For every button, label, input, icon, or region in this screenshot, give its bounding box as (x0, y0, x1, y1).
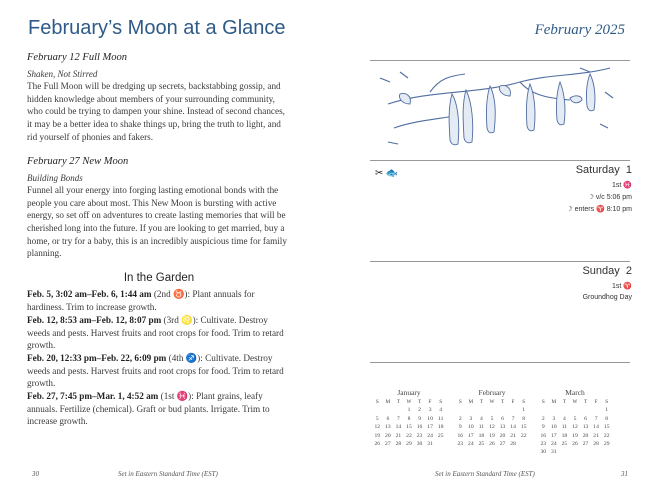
calendar-weekday: F (428, 399, 432, 405)
calendar-weekday: T (417, 399, 422, 405)
calendar-day: 27 (385, 441, 391, 448)
calendar-day: 16 (540, 432, 547, 439)
garden-entry-quarter: (1st ♓): (160, 391, 194, 401)
calendar-day: 30 (416, 441, 423, 448)
full-moon-subtitle: Shaken, Not Stirred (27, 68, 98, 79)
calendar-day: 6 (584, 415, 587, 422)
calendar-weekday: S (458, 399, 462, 405)
garden-entry-date: Feb. 27, 7:45 pm–Mar. 1, 4:52 am (27, 391, 159, 401)
calendar-day: 7 (397, 415, 400, 422)
garden-entry-date: Feb. 5, 3:02 am–Feb. 6, 1:44 am (27, 289, 152, 299)
calendar-day: 16 (457, 432, 464, 439)
calendar-weekday: M (468, 399, 474, 405)
calendar-day: 9 (458, 424, 462, 431)
calendar-day: 19 (572, 432, 578, 439)
calendar-day: 9 (541, 424, 545, 431)
calendar-day: 2 (541, 415, 545, 422)
activity-icons (375, 168, 398, 179)
calendar-day (393, 406, 404, 414)
calendar-day: 28 (510, 441, 516, 448)
calendar-day: 3 (428, 407, 432, 414)
calendar-day: 26 (572, 441, 578, 448)
calendar-day: 19 (374, 432, 381, 439)
calendar-weekday: S (375, 399, 379, 405)
right-page (325, 0, 650, 495)
garden-entry-date: Feb. 12, 8:53 am–Feb. 12, 8:07 pm (27, 315, 162, 325)
calendar-day: 10 (427, 415, 433, 422)
calendar-weekday: W (406, 399, 412, 405)
calendar-day: 4 (563, 415, 566, 422)
calendar-day: 13 (499, 424, 506, 431)
calendar-day: 24 (427, 432, 433, 439)
calendar-day: 12 (572, 424, 578, 431)
calendar-day: 14 (395, 424, 402, 431)
calendar-day (383, 406, 394, 414)
day-number: 1 (625, 164, 632, 176)
divider (370, 362, 630, 363)
calendar-day: 24 (551, 441, 557, 448)
calendar-day: 10 (551, 424, 557, 431)
calendar-day: 31 (427, 441, 433, 448)
day-name: Saturday (575, 164, 620, 176)
mini-calendar-january (372, 388, 446, 448)
page-title: February’s Moon at a Glance (28, 17, 286, 39)
garden-entry-text: Plant annuals for hardiness. Trim to increase growth. (27, 289, 255, 312)
calendar-day: 22 (603, 432, 610, 439)
calendar-day: 13 (385, 424, 391, 431)
calendar-day: 18 (437, 424, 444, 431)
calendar-day: 6 (501, 415, 504, 422)
calendar-day: 27 (582, 441, 589, 448)
calendar-weekday: T (479, 399, 483, 405)
calendar-day: 28 (395, 441, 402, 448)
day-note: 1st ♓ (612, 182, 632, 189)
calendar-weekday: T (396, 399, 400, 405)
calendar-weekday: S (605, 399, 609, 405)
calendar-day (466, 406, 477, 414)
calendar-weekday: T (562, 399, 566, 405)
garden-entry (27, 352, 293, 390)
garden-entry-quarter: (3rd ♌): (163, 315, 199, 325)
calendar-day: 1 (605, 407, 609, 414)
calendar-day: 8 (522, 415, 526, 422)
calendar-day: 26 (489, 441, 495, 448)
calendar-day: 2 (458, 415, 462, 422)
calendar-day (580, 406, 591, 414)
new-moon-section (27, 156, 291, 260)
calendar-weekday: M (385, 399, 391, 405)
calendar-day (518, 440, 529, 448)
calendar-day (570, 448, 581, 456)
scissors-fish-icon: ✂ 🐟 (375, 168, 399, 179)
calendar-day (538, 406, 549, 414)
birch-catkin-illustration (370, 64, 630, 156)
calendar-day: 21 (510, 432, 516, 439)
calendar-day: 2 (418, 407, 421, 414)
calendar-day: 15 (603, 424, 610, 431)
calendar-day: 16 (416, 424, 423, 431)
page-number-left: 30 (32, 470, 39, 478)
calendar-weekday: M (551, 399, 557, 405)
calendar-day (497, 406, 508, 414)
calendar-day: 17 (551, 432, 557, 439)
new-moon-text: Funnel all your energy into forging lasting emotional bonds with the people you care about most. This New Moon is bursting with active energy, so set off on adventures to create lasting memories that will be cherished long into the future. If you are looking to get married, buy a home, or try for a baby, this is an incredibly auspicious time for family planning. (27, 185, 287, 259)
divider (370, 60, 630, 61)
day-note: Groundhog Day (582, 294, 632, 301)
calendar-day: 29 (603, 441, 610, 448)
calendar-month: February (478, 388, 506, 397)
calendar-day: 12 (489, 424, 495, 431)
calendar-day: 14 (510, 424, 516, 431)
calendar-day: 24 (468, 441, 474, 448)
day-note: ☽ v/c 5:06 pm (587, 194, 632, 201)
calendar-grid (372, 398, 446, 448)
calendar-day (455, 406, 466, 414)
calendar-day: 22 (520, 432, 527, 439)
calendar-weekday: S (439, 399, 443, 405)
garden-entry (27, 314, 293, 352)
calendar-day: 8 (605, 415, 609, 422)
calendar-day: 4 (439, 407, 443, 414)
calendar-day: 11 (561, 424, 568, 431)
calendar-day (601, 448, 612, 456)
calendar-day: 20 (582, 432, 589, 439)
calendar-day: 25 (478, 441, 485, 448)
calendar-day: 17 (427, 424, 433, 431)
garden-entry-quarter: (2nd ♉): (153, 289, 191, 299)
calendar-day (435, 440, 446, 448)
calendar-day: 23 (457, 441, 464, 448)
calendar-day: 10 (468, 424, 474, 431)
calendar-day: 23 (540, 441, 547, 448)
calendar-day: 1 (407, 407, 411, 414)
divider (370, 261, 630, 262)
calendar-day: 17 (468, 432, 474, 439)
day-number: 2 (625, 265, 632, 277)
footer-note-right: Set in Eastern Standard Time (EST) (435, 470, 535, 478)
calendar-weekday: W (489, 399, 495, 405)
footer-note-left: Set in Eastern Standard Time (EST) (118, 470, 218, 478)
calendar-day: 5 (490, 415, 494, 422)
new-moon-heading: February 27 New Moon (27, 156, 129, 167)
calendar-day: 20 (499, 432, 506, 439)
divider (370, 160, 630, 161)
calendar-day: 7 (511, 415, 515, 422)
garden-entry-quarter: (4th ♐): (168, 353, 203, 363)
calendar-day: 31 (551, 449, 557, 456)
calendar-day: 21 (395, 432, 402, 439)
garden-heading: In the Garden (123, 272, 195, 284)
calendar-weekday: T (500, 399, 505, 405)
garden-entry-text: Cultivate. Destroy weeds and pests. Harvest fruits and root crops for food. Trim to retard growth. (27, 353, 284, 389)
calendar-weekday: T (583, 399, 588, 405)
calendar-day: 3 (552, 415, 556, 422)
day-sunday (582, 265, 632, 277)
calendar-day: 29 (406, 441, 412, 448)
calendar-day: 11 (478, 424, 485, 431)
calendar-day: 18 (478, 432, 485, 439)
garden-entry (27, 390, 293, 428)
calendar-day: 5 (375, 415, 379, 422)
calendar-weekday: S (522, 399, 526, 405)
calendar-month: January (397, 388, 421, 397)
calendar-day (487, 406, 498, 414)
calendar-day: 7 (594, 415, 598, 422)
calendar-grid (455, 398, 529, 448)
calendar-day (580, 448, 591, 456)
calendar-month: March (565, 388, 585, 397)
garden-entry-date: Feb. 20, 12:33 pm–Feb. 22, 6:09 pm (27, 353, 167, 363)
calendar-day: 26 (374, 441, 381, 448)
calendar-day: 27 (499, 441, 506, 448)
calendar-day (549, 406, 560, 414)
calendar-day: 11 (437, 415, 444, 422)
calendar-day: 23 (416, 432, 423, 439)
calendar-day (372, 406, 383, 414)
calendar-day: 30 (540, 449, 547, 456)
calendar-day (591, 448, 602, 456)
calendar-day (591, 406, 602, 414)
calendar-day: 13 (582, 424, 589, 431)
garden-entry (27, 288, 293, 313)
day-saturday (576, 164, 632, 176)
mini-calendar-march (538, 388, 612, 457)
calendar-day: 15 (406, 424, 412, 431)
calendar-day (476, 406, 487, 414)
calendar-day: 8 (407, 415, 411, 422)
day-note: 1st ♈ (612, 283, 632, 290)
calendar-day: 28 (593, 441, 599, 448)
calendar-day: 5 (573, 415, 577, 422)
calendar-day: 20 (385, 432, 391, 439)
calendar-day: 4 (480, 415, 483, 422)
month-title: February 2025 (534, 22, 625, 38)
day-note: ☽ enters ♈ 8:10 pm (566, 206, 632, 213)
calendar-weekday: S (541, 399, 545, 405)
calendar-day: 1 (522, 407, 526, 414)
calendar-day (559, 406, 570, 414)
calendar-day: 9 (418, 415, 421, 422)
day-name: Sunday (582, 265, 620, 277)
calendar-day: 14 (593, 424, 599, 431)
new-moon-subtitle: Building Bonds (27, 172, 83, 183)
calendar-day: 6 (386, 415, 390, 422)
calendar-day (559, 448, 570, 456)
full-moon-text: The Full Moon will be dredging up secrets, backstabbing gossip, and hidden knowledge about members of your surrounding community, who could be trying to dampen your shine. Instead of second chances, it may be a better idea to shake things up, bring the truth to light, and rid yourself of phonies and fakers. (27, 81, 285, 142)
mini-calendar-february (455, 388, 529, 448)
calendar-weekday: W (572, 399, 578, 405)
calendar-day (570, 406, 581, 414)
calendar-day: 12 (374, 424, 381, 431)
calendar-day: 19 (489, 432, 495, 439)
full-moon-heading: February 12 Full Moon (27, 52, 128, 63)
calendar-day: 25 (437, 432, 444, 439)
page-number-right: 31 (621, 470, 628, 478)
calendar-weekday: F (594, 399, 598, 405)
full-moon-section (27, 52, 291, 143)
calendar-day: 3 (469, 415, 473, 422)
calendar-weekday: F (511, 399, 515, 405)
calendar-day: 18 (561, 432, 568, 439)
calendar-day (508, 406, 519, 414)
calendar-day: 22 (406, 432, 412, 439)
calendar-day: 15 (520, 424, 527, 431)
calendar-day: 25 (561, 441, 568, 448)
calendar-day: 21 (593, 432, 599, 439)
garden-entry-text: Plant grains, leafy annuals. Fertilize (chemical). Graft or bud plants. Irrigate. Trim to increase growth. (27, 391, 270, 427)
calendar-grid (538, 398, 612, 457)
garden-entry-text: Cultivate. Destroy weeds and pests. Harvest fruits and root crops for food. Trim to retard growth. (27, 315, 284, 351)
